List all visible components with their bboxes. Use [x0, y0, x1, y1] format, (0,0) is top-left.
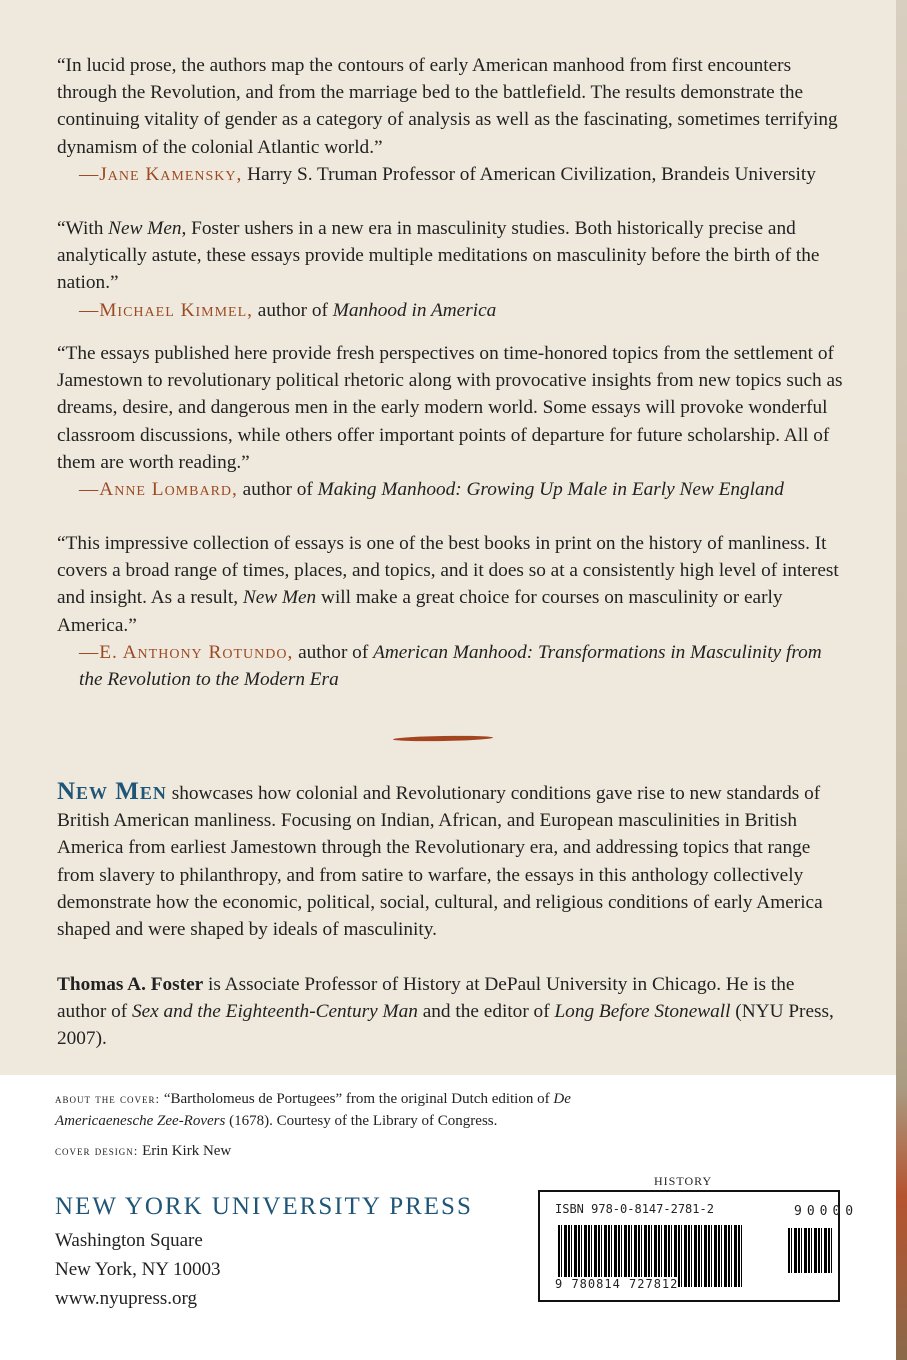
- blurb-kamensky: [57, 52, 847, 188]
- reviewer-name: —E. Anthony Rotundo,: [79, 641, 294, 663]
- address-line: New York, NY 10003: [55, 1259, 221, 1280]
- label: about the cover:: [55, 1091, 161, 1106]
- blurb-quote: [57, 215, 847, 297]
- bio-text: (NYU Press, 2007).: [57, 1001, 834, 1050]
- book-title: Sex and the Eighteenth-Century Man: [131, 1001, 418, 1023]
- label: cover design:: [55, 1143, 139, 1158]
- book-description: [57, 778, 847, 943]
- barcode-digits: 9 780814 727812: [555, 1277, 679, 1291]
- book-title: New Men: [57, 778, 167, 805]
- barcode: [538, 1190, 859, 1302]
- reviewer-role: author of: [252, 299, 333, 321]
- cover-design-credit: [55, 1140, 231, 1162]
- quote-text: , Foster ushers in a new era in masculinity studies. Both historically precise and analytically astute, these essays provide multiple meditations on masculinity before the birth of the nation.”: [57, 218, 820, 294]
- reviewer-book: Manhood in America: [332, 299, 497, 321]
- attribution: [57, 297, 847, 324]
- attribution: [57, 476, 847, 503]
- blurb-quote: “In lucid prose, the authors map the contours of early American manhood from first encounters through the Revolution, and from the marriage bed to the battlefield. The results demonstrate the continuing vitality of gender as a category of analysis as well as the fascinating, sometimes terrifying dynamism of the colonial Atlantic world.”: [57, 55, 838, 158]
- isbn-text: ISBN 978-0-8147-2781-2: [555, 1202, 714, 1216]
- reviewer-book: American Manhood: Transformations in Masculinity from the Revolution to the Modern Era: [79, 641, 822, 691]
- quote-text: will make a great choice for courses on masculinity or early America.”: [57, 587, 783, 636]
- designer-name: Erin Kirk New: [138, 1143, 232, 1159]
- blurb-quote: “The essays published here provide fresh perspectives on time-honored topics from the settlement of Jamestown to revolutionary political rhetoric along with provocative insights from new topics such as dreams, desire, and dangerous men in the early modern world. Some essays will provoke wonderful classroom discussions, while others offer important points of departure for future scholarship. All of them are worth reading.”: [57, 343, 843, 473]
- reviewer-role: author of: [293, 641, 374, 663]
- bio-text: is Associate Professor of History at DePaul University in Chicago. He is the author of: [57, 974, 795, 1023]
- blurb-rotundo: [57, 530, 847, 693]
- reviewer-role: author of: [237, 479, 318, 501]
- attribution: [57, 161, 847, 188]
- price-code: 90000: [794, 1204, 859, 1219]
- quote-text: “This impressive collection of essays is one of the best books in print on the history of manliness. It covers a broad range of times, places, and topics, and it does so at a consistently high level of interest and insight. As a result,: [57, 533, 839, 609]
- category-label: HISTORY: [654, 1174, 713, 1188]
- reviewer-name: —Michael Kimmel,: [79, 299, 253, 321]
- bio-text: and the editor of: [417, 1001, 555, 1023]
- reviewer-role: Harry S. Truman Professor of American Civilization, Brandeis University: [242, 163, 816, 185]
- spine-edge-image: [896, 0, 907, 1360]
- quote-text: “With: [57, 218, 109, 239]
- blurb-kimmel: [57, 215, 847, 324]
- attribution: [57, 639, 847, 693]
- author-bio: [57, 971, 847, 1053]
- about-the-cover: [55, 1088, 635, 1132]
- reviewer-name: —Jane Kamensky,: [79, 163, 243, 185]
- book-title: New Men: [108, 218, 182, 239]
- blurb-quote: [57, 530, 847, 639]
- publisher-name: NEW YORK UNIVERSITY PRESS: [55, 1193, 473, 1220]
- reviewer-name: —Anne Lombard,: [79, 479, 238, 501]
- address-line: Washington Square: [55, 1230, 203, 1251]
- description-text: showcases how colonial and Revolutionary conditions gave rise to new standards of British American manliness. Focusing on Indian, African, and European masculinities in British America from earliest Jamestown through the Revolutionary era, and addressing topics that range from slavery to philanthropy, and from satire to warfare, the essays in this anthology collectively demonstrate how the economic, political, social, cultural, and religious conditions of early America shaped and were shaped by ideals of masculinity.: [57, 783, 823, 941]
- book-title: Long Before Stonewall: [554, 1001, 731, 1023]
- text: (1678). Courtesy of the Library of Congress.: [225, 1113, 498, 1129]
- text: “Bartholomeus de Portugees” from the original Dutch edition of: [160, 1091, 554, 1107]
- blurb-lombard: [57, 340, 847, 503]
- author-name: Thomas A. Foster: [57, 974, 204, 995]
- publisher-address: [55, 1226, 221, 1313]
- book-title: De Americaenesche Zee-Rovers: [55, 1091, 571, 1129]
- publisher-url: www.nyupress.org: [55, 1288, 197, 1309]
- price-barcode-bars: [788, 1228, 832, 1273]
- book-title: New Men: [242, 587, 317, 609]
- reviewer-book: Making Manhood: Growing Up Male in Early New England: [317, 479, 784, 501]
